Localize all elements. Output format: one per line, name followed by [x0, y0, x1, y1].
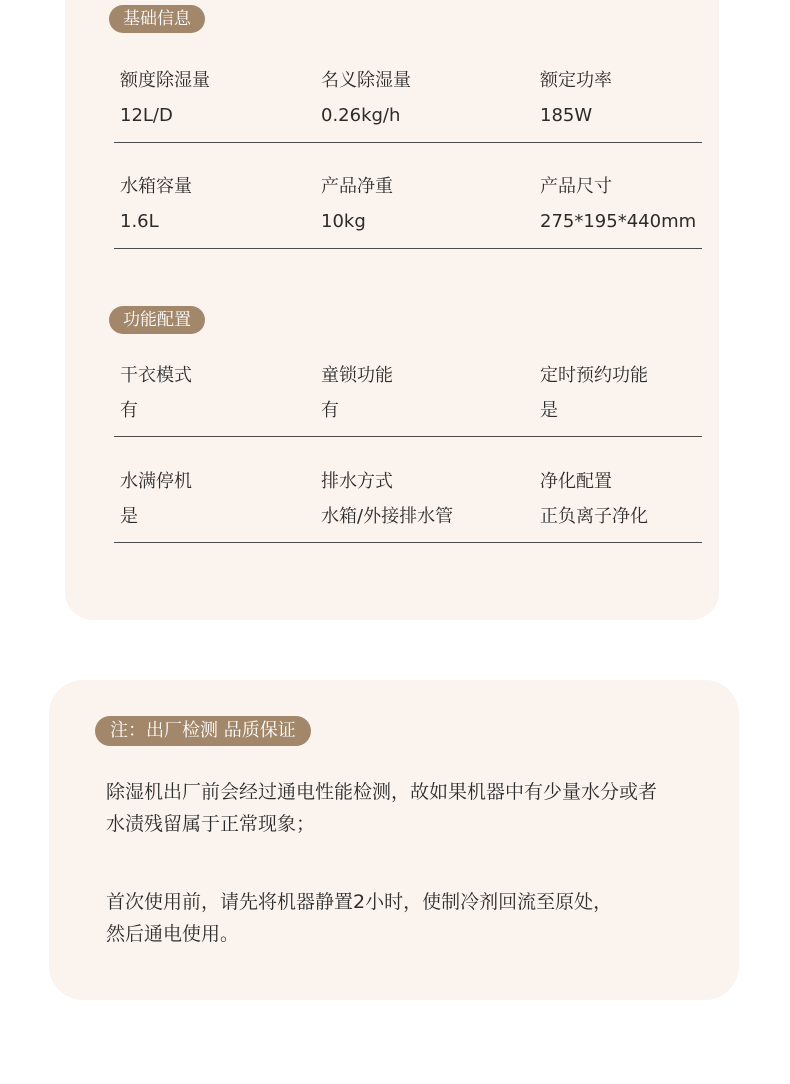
spec-value: 275*195*440mm: [540, 211, 697, 232]
features-tag: 功能配置: [109, 306, 205, 334]
spec-label: 干衣模式: [120, 365, 192, 386]
spec-label: 额度除湿量: [120, 70, 210, 91]
basic-info-tag: 基础信息: [109, 5, 205, 33]
spec-label: 定时预约功能: [540, 365, 648, 386]
features-row-2: [114, 437, 702, 543]
note-line: 首次使用前，请先将机器静置2小时，使制冷剂回流至原处，: [106, 891, 613, 913]
spec-value: 12L/D: [120, 105, 173, 126]
note-paragraph-1: [106, 776, 716, 840]
spec-value: 有: [120, 400, 138, 421]
spec-value: 正负离子净化: [540, 506, 648, 527]
spec-value: 是: [120, 506, 138, 527]
spec-value: 0.26kg/h: [321, 105, 401, 126]
basic-row-2: [114, 143, 702, 249]
note-line: 然后通电使用。: [106, 923, 240, 945]
spec-value: 是: [540, 400, 558, 421]
note-line: 除湿机出厂前会经过通电性能检测，故如果机器中有少量水分或者: [106, 781, 658, 803]
spec-label: 水箱容量: [120, 176, 192, 197]
spec-value: 有: [321, 400, 339, 421]
spec-label: 产品尺寸: [540, 176, 612, 197]
spec-label: 产品净重: [321, 176, 393, 197]
spec-label: 排水方式: [321, 471, 393, 492]
spec-value: 1.6L: [120, 211, 159, 232]
spec-value: 10kg: [321, 211, 366, 232]
note-line: 水渍残留属于正常现象；: [106, 813, 316, 835]
spec-label: 名义除湿量: [321, 70, 411, 91]
spec-label: 童锁功能: [321, 365, 393, 386]
spec-value: 185W: [540, 105, 593, 126]
spec-label: 水满停机: [120, 471, 192, 492]
note-paragraph-2: [106, 886, 716, 950]
spec-label: 额定功率: [540, 70, 612, 91]
basic-row-1: [114, 37, 702, 143]
note-tag: 注：出厂检测 品质保证: [95, 716, 311, 746]
features-row-1: [114, 331, 702, 437]
spec-label: 净化配置: [540, 471, 612, 492]
spec-value: 水箱/外接排水管: [321, 506, 454, 527]
